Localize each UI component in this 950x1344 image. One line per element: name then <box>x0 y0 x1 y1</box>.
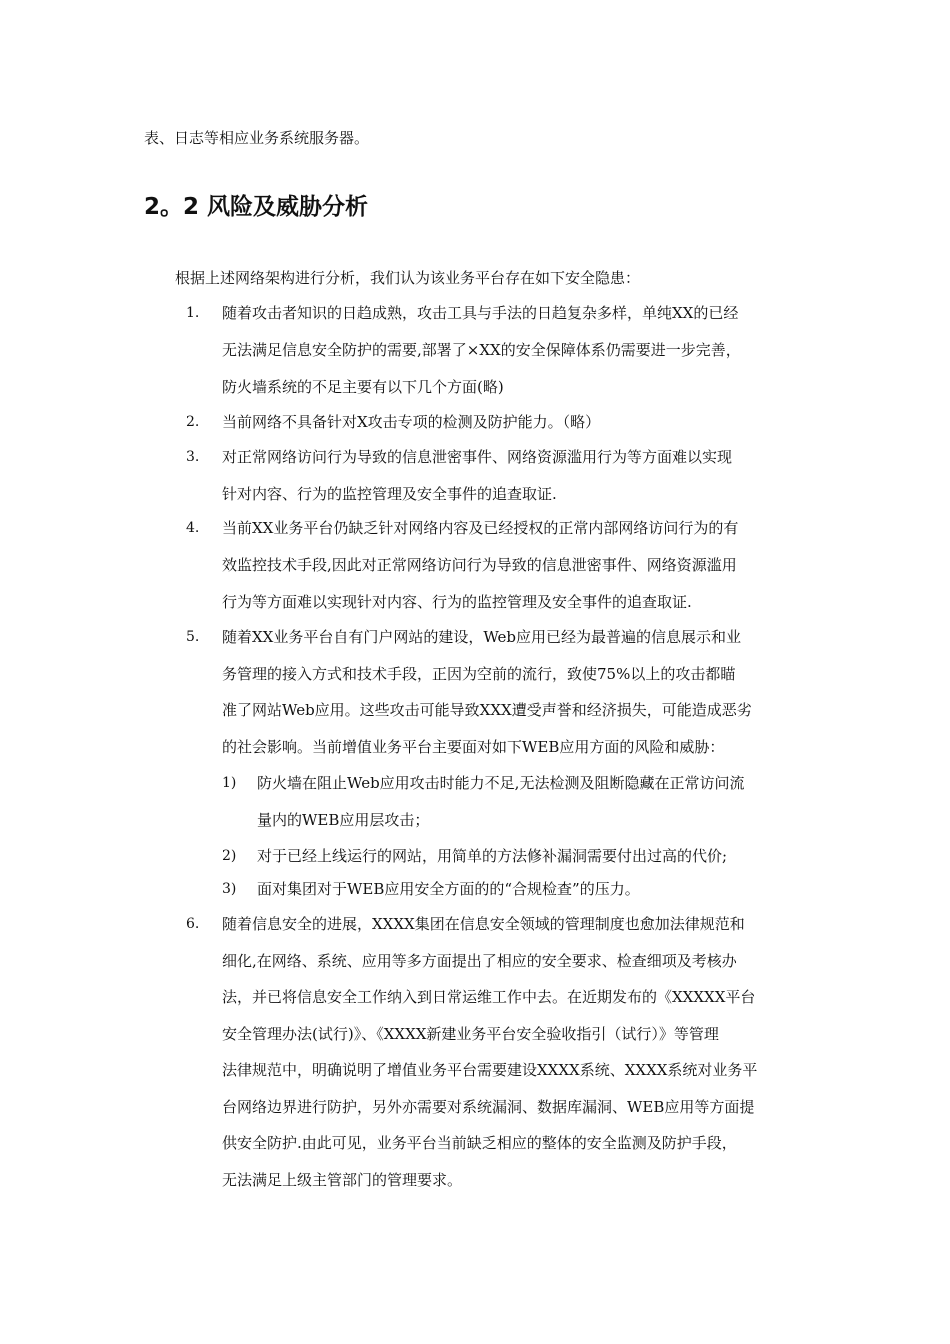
list-item-number: 3. <box>186 449 200 465</box>
list-item-number: 2. <box>186 414 200 430</box>
list-item-number: 5. <box>186 629 200 645</box>
list-item-line: 随着攻击者知识的日趋成熟，攻击工具与手法的日趋复杂多样，单纯XX的已经 <box>222 304 739 322</box>
list-item-line: 随着XX业务平台自有门户网站的建设，Web应用已经为最普遍的信息展示和业 <box>222 628 742 646</box>
list-item-line: 无法满足信息安全防护的需要,部署了×XX的安全保障体系仍需要进一步完善， <box>222 341 741 359</box>
list-item-line: 的社会影响。当前增值业务平台主要面对如下WEB应用方面的风险和威胁： <box>222 738 725 756</box>
sub-list-item-line: 量内的WEB应用层攻击； <box>257 811 430 829</box>
section-intro: 根据上述网络架构进行分析，我们认为该业务平台存在如下安全隐患： <box>175 269 641 287</box>
list-item-line: 供安全防护.由此可见，业务平台当前缺乏相应的整体的安全监测及防护手段， <box>222 1134 737 1152</box>
list-item-number: 4. <box>186 520 200 536</box>
sub-list-item-line: 防火墙在阻止Web应用攻击时能力不足,无法检测及阻断隐藏在正常访问流 <box>257 774 745 792</box>
sub-list-item-line: 对于已经上线运行的网站，用简单的方法修补漏洞需要付出过高的代价; <box>257 847 728 865</box>
list-item-number: 1. <box>186 305 200 321</box>
list-item-line: 行为等方面难以实现针对内容、行为的监控管理及安全事件的追查取证. <box>222 593 692 611</box>
list-item-line: 防火墙系统的不足主要有以下几个方面(略) <box>222 378 504 396</box>
list-item-line: 随着信息安全的进展，XXXX集团在信息安全领域的管理制度也愈加法律规范和 <box>222 915 745 933</box>
list-item-line: 对正常网络访问行为导致的信息泄密事件、网络资源滥用行为等方面难以实现 <box>222 448 733 466</box>
sub-list-item-number: 2) <box>222 848 237 864</box>
list-item-line: 安全管理办法(试行)》、《XXXX新建业务平台安全验收指引（试行）》等管理 <box>222 1025 719 1043</box>
list-item-line: 台网络边界进行防护，另外亦需要对系统漏洞、数据库漏洞、WEB应用等方面提 <box>222 1098 755 1116</box>
list-item-line: 当前网络不具备针对X攻击专项的检测及防护能力。（略） <box>222 413 601 431</box>
list-item-number: 6. <box>186 916 200 932</box>
list-item-line: 准了网站Web应用。这些攻击可能导致XXX遭受声誉和经济损失，可能造成恶劣 <box>222 701 752 719</box>
list-item-line: 法律规范中，明确说明了增值业务平台需要建设XXXX系统、XXXX系统对业务平 <box>222 1061 758 1079</box>
list-item-line: 法，并已将信息安全工作纳入到日常运维工作中去。在近期发布的《XXXXX平台 <box>222 988 756 1006</box>
continuation-text: 表、日志等相应业务系统服务器。 <box>144 129 370 147</box>
section-heading: 2。2 风险及威胁分析 <box>144 194 369 220</box>
sub-list-item-line: 面对集团对于WEB应用安全方面的的“合规检查”的压力。 <box>257 880 640 898</box>
list-item-line: 当前XX业务平台仍缺乏针对网络内容及已经授权的正常内部网络访问行为的有 <box>222 519 739 537</box>
sub-list-item-number: 3) <box>222 881 237 897</box>
list-item-line: 效监控技术手段,因此对正常网络访问行为导致的信息泄密事件、网络资源滥用 <box>222 556 737 574</box>
sub-list-item-number: 1) <box>222 775 237 791</box>
list-item-line: 针对内容、行为的监控管理及安全事件的追查取证. <box>222 485 557 503</box>
list-item-line: 无法满足上级主管部门的管理要求。 <box>222 1171 463 1189</box>
list-item-line: 细化,在网络、系统、应用等多方面提出了相应的安全要求、检查细项及考核办 <box>222 952 737 970</box>
list-item-line: 务管理的接入方式和技术手段，正因为空前的流行，致使75%以上的攻击都瞄 <box>222 665 736 683</box>
